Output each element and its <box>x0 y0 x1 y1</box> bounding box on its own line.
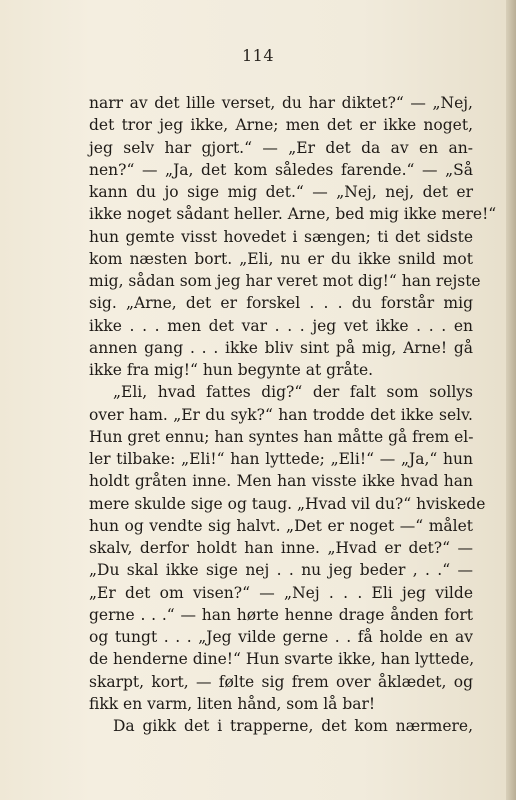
text-line: nen?“ — „Ja, det kom således farende.“ — „Så <box>89 160 473 179</box>
page-number: 114 <box>241 46 275 65</box>
text-line: ikke . . . men det var . . . jeg vet ikke . . . en <box>89 316 473 335</box>
text-line: kom næsten bort. „Eli, nu er du ikke snild mot <box>89 249 473 268</box>
text-line: annen gang . . . ikke bliv sint på mig, Arne! gå <box>89 338 473 357</box>
paragraph-start-line: „Eli, hvad fattes dig?“ der falt som sollys <box>113 383 473 402</box>
text-line: kann du jo sige mig det.“ — „Nej, nej, det er <box>89 183 473 201</box>
page-edge <box>506 0 516 800</box>
text-line: ler tilbake: „Eli!“ han lyttede; „Eli!“ — „Ja,“ hun <box>89 450 473 468</box>
text-line: „Du skal ikke sige nej . . nu jeg beder , . .“ — <box>89 561 473 580</box>
paragraph-end-line: fikk en varm, liten hånd, som lå bar! <box>89 694 376 713</box>
text-line: hun gemte visst hovedet i sængen; ti det sidste <box>89 227 473 246</box>
paragraph-start-line: Da gikk det i trapperne, det kom nærmere, <box>113 717 473 735</box>
text-line: skarpt, kort, — følte sig frem over åklædet, og <box>89 672 473 691</box>
text-line: og tungt . . . „Jeg vilde gerne . . få holde en av <box>89 628 473 646</box>
text-line: narr av det lille verset, du har diktet?“ — „Nej, <box>89 94 473 112</box>
text-line: skalv, derfor holdt han inne. „Hvad er det?“ — <box>89 539 473 557</box>
text-line: jeg selv har gjort.“ — „Er det da av en an- <box>89 138 473 157</box>
text-line: „Er det om visen?“ — „Nej . . . Eli jeg vilde <box>89 583 473 602</box>
text-line: de henderne dine!“ Hun svarte ikke, han lyttede, <box>89 650 475 669</box>
text-line: holdt gråten inne. Men han visste ikke hvad han <box>89 472 473 491</box>
text-line: Hun gret ennu; han syntes han måtte gå frem el- <box>89 427 474 446</box>
text-line: gerne . . .“ — han hørte henne drage ånden fort <box>89 605 473 624</box>
paragraph-end-line: ikke fra mig!“ hun begynte at gråte. <box>89 361 374 379</box>
text-line: mere skulde sige og taug. „Hvad vil du?“ hviskede <box>89 494 486 513</box>
text-line: hun og vendte sig halvt. „Det er noget —“ målet <box>89 516 473 535</box>
body-text <box>89 92 497 737</box>
text-line: ikke noget sådant heller. Arne, bed mig ikke mere!“ <box>89 205 497 224</box>
text-line: det tror jeg ikke, Arne; men det er ikke noget, <box>89 116 473 135</box>
text-line: sig. „Arne, det er forskel . . . du forstår mig <box>89 294 473 313</box>
text-line: mig, sådan som jeg har veret mot dig!“ han rejste <box>89 272 481 290</box>
text-line: over ham. „Er du syk?“ han trodde det ikke selv. <box>89 405 473 424</box>
